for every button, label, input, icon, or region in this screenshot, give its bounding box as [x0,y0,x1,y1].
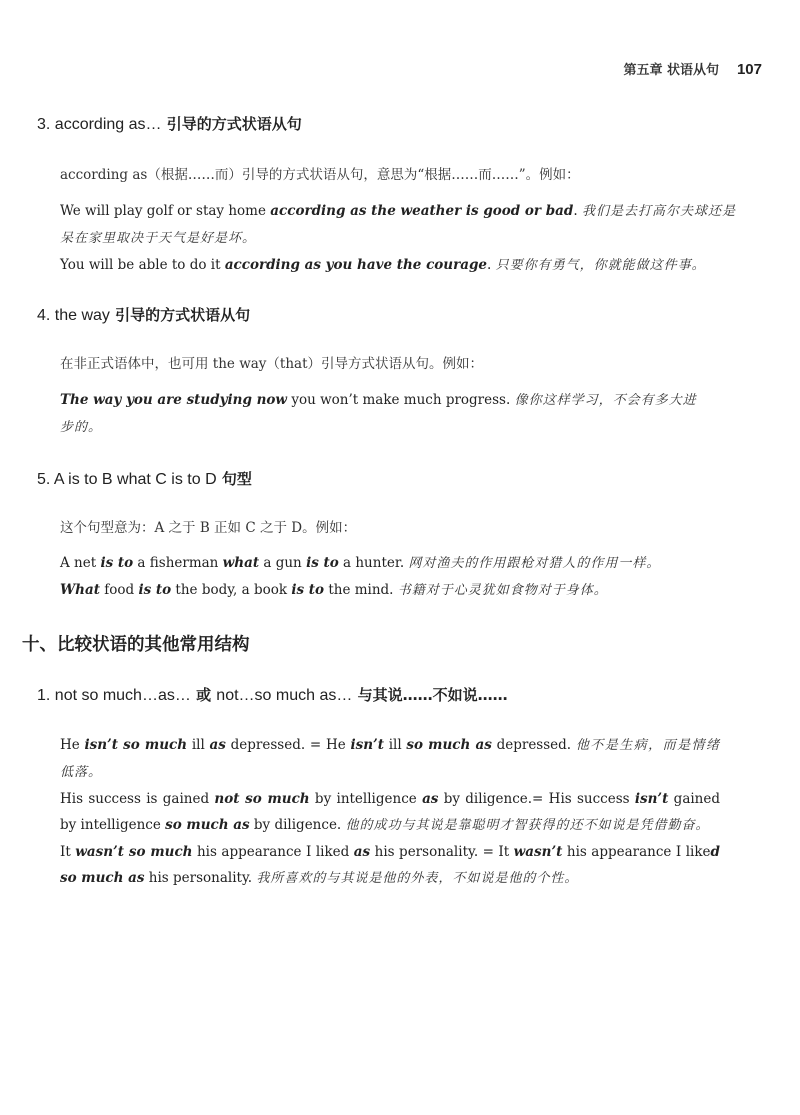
section-3-heading-en: 3. according as… [37,116,162,133]
section-3-intro: according as（根据……而）引导的方式状语从句，意思为“根据……而……”。例如： [60,167,580,183]
running-header [0,59,762,78]
section-3-example-1: We will play golf or stay home according as the weather is good or bad. 我们是去打高尔夫球还是 呆在家里取决于天气是好是坏。 You will be able to do it according as you have the courage. 只要你有勇气，你就能做这件事。 [60,203,736,273]
section-10-subheading: 1. not so much…as… 或 not…so much as… 与其说……不如说…… [37,686,508,704]
section-10-example-3: It wasn’t so much his appearance I liked as his personality. = It wasn’t his appearance I liked so much as his personality. 我所喜欢的与其说是他的外表，不如说是他的个性。 [60,844,720,886]
section-5-heading-zh: 句型 [216,470,252,488]
section-10-example-2: His success is gained not so much by intelligence as by diligence.= His success isn’t gained by intelligence so much as by diligence. 他的成功与其说是靠聪明才智获得的还不如说是凭借勤奋。 [60,791,721,833]
page-number: 107 [736,61,762,78]
section-4-heading-zh: 引导的方式状语从句 [109,306,251,324]
section-4-intro: 在非正式语体中，也可用 the way（that）引导方式状语从句。例如： [60,356,484,372]
section-3-heading-zh: 引导的方式状语从句 [161,115,302,133]
section-10-example-1: He isn’t so much ill as depressed. = He isn’t ill so much as depressed. 他不是生病，而是情绪低落。 [60,737,720,780]
section-5-examples: A net is to a fisherman what a gun is to a hunter. 网对渔夫的作用跟枪对猎人的作用一样。 What food is to the body, a book is to the mind. 书籍对于心灵犹如食物对于身体。 [60,555,661,598]
section-5-intro: 这个句型意为：A 之于 B 正如 C 之于 D。例如： [60,520,357,536]
chapter-title: 第五章 状语从句 [623,63,719,78]
section-5-heading [37,468,252,489]
section-5-heading-en: 5. A is to B what C is to D [37,471,217,488]
section-10-examples [60,732,720,892]
section-4-heading-en: 4. the way [37,307,110,324]
section-10-heading: 十、比较状语的其他常用结构 [22,635,250,655]
section-3-heading [37,113,302,134]
section-4-heading [37,304,250,325]
section-4-example-1: The way you are studying now you won’t make much progress. 像你这样学习，不会有多大进 步的。 [60,392,697,435]
